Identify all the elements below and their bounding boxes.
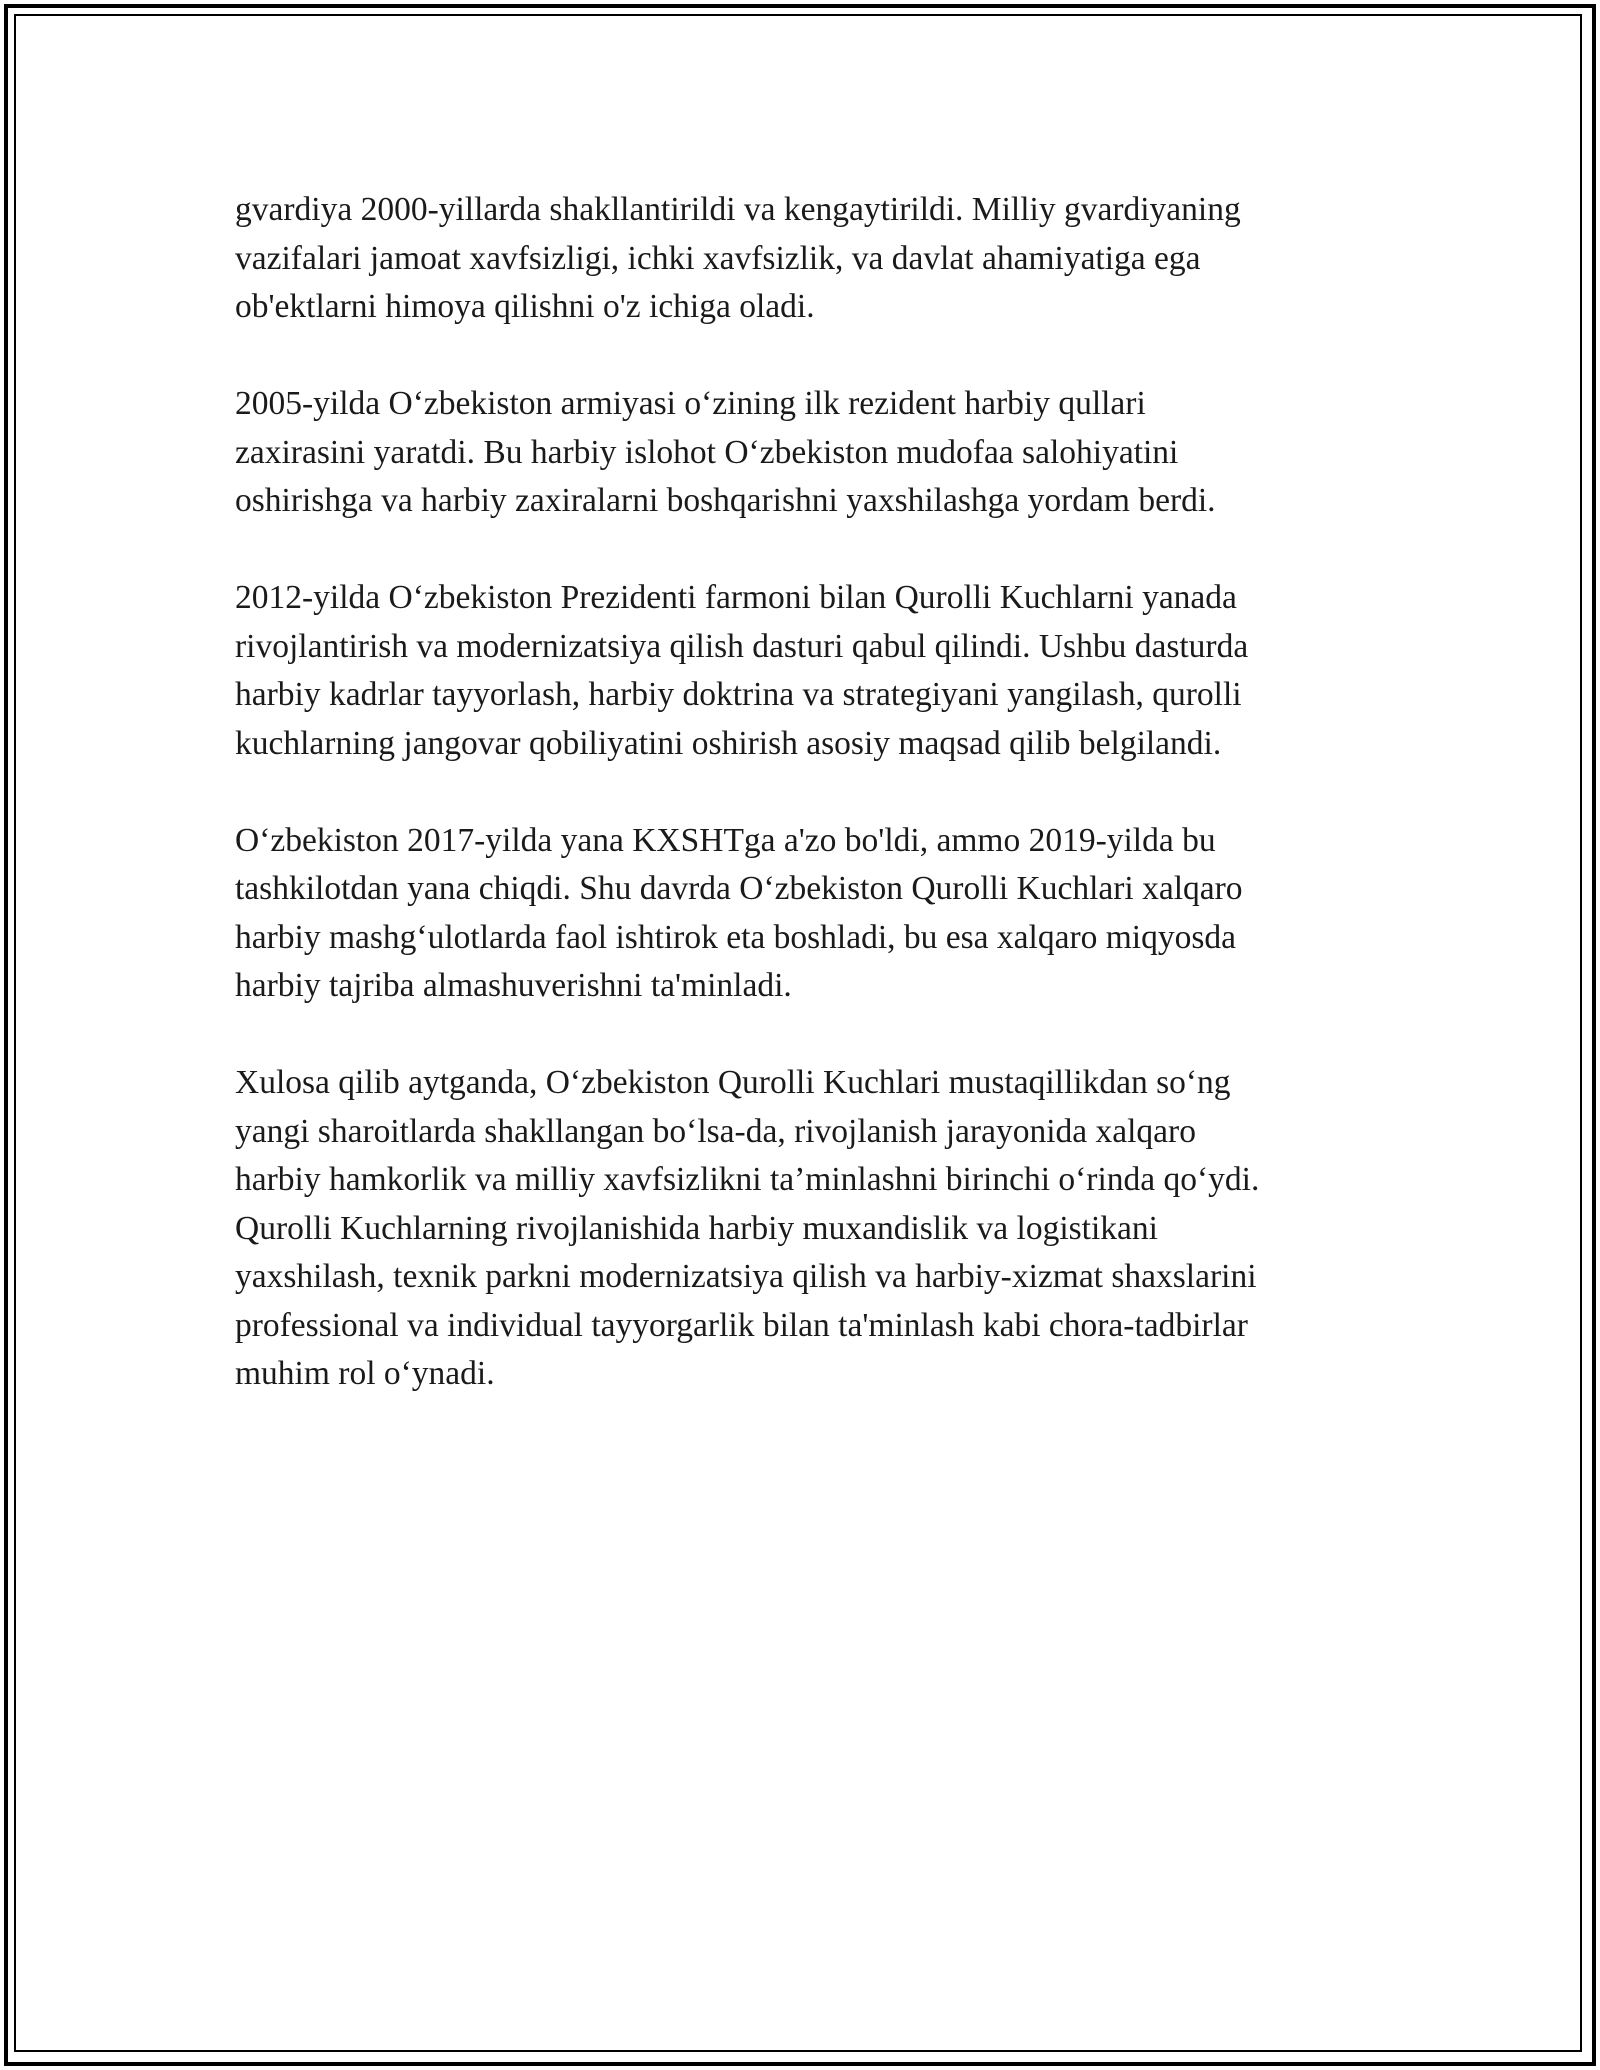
- paragraph-conclusion: Xulosa qilib aytganda, O‘zbekiston Qurolli Kuchlari mustaqillikdan so‘ng yangi sharoitlarda shakllangan bo‘lsa-da, rivojlanish jarayonida xalqaro harbiy hamkorlik va milliy xavfsizlikni ta’minlashni birinchi o‘rinda qo‘ydi. Qurolli Kuchlarning rivojlanishida harbiy muxandislik va logistikani yaxshilash, texnik parkni modernizatsiya qilish va harbiy-xizmat shaxslarini professional va individual tayyorgarlik bilan ta'minlash kabi chora-tadbirlar muhim rol o‘ynadi.: [235, 1064, 1260, 1392]
- paragraph-2012-modernization: 2012-yilda O‘zbekiston Prezidenti farmoni bilan Qurolli Kuchlarni yanada rivojlantirish va modernizatsiya qilish dasturi qabul qilindi. Ushbu dasturda harbiy kadrlar tayyorlash, harbiy doktrina va strategiyani yangilash, qurolli kuchlarning jangovar qobiliyatini oshirish asosiy maqsad qilib belgilandi.: [235, 579, 1249, 762]
- paragraph-2005-reserve: 2005-yilda O‘zbekiston armiyasi o‘zining ilk rezident harbiy qullari zaxirasini yaratdi. Bu harbiy islohot O‘zbekiston mudofaa salohiyatini oshirishga va harbiy zaxiralarni boshqarishni yaxshilashga yordam berdi.: [235, 385, 1216, 519]
- paragraph-2017-cstoo: O‘zbekiston 2017-yilda yana KXSHTga a'zo bo'ldi, ammo 2019-yilda bu tashkilotdan yana chiqdi. Shu davrda O‘zbekiston Qurolli Kuchlari xalqaro harbiy mashg‘ulotlarda faol ishtirok eta boshladi, bu esa xalqaro miqyosda harbiy tajriba almashuverishni ta'minladi.: [235, 821, 1243, 1004]
- document-body: [235, 186, 1365, 1447]
- paragraph-national-guard: gvardiya 2000-yillarda shakllantirildi va kengaytirildi. Milliy gvardiyaning vazifalari jamoat xavfsizligi, ichki xavfsizlik, va davlat ahamiyatiga ega ob'ektlarni himoya qilishni o'z ichiga oladi.: [235, 191, 1241, 325]
